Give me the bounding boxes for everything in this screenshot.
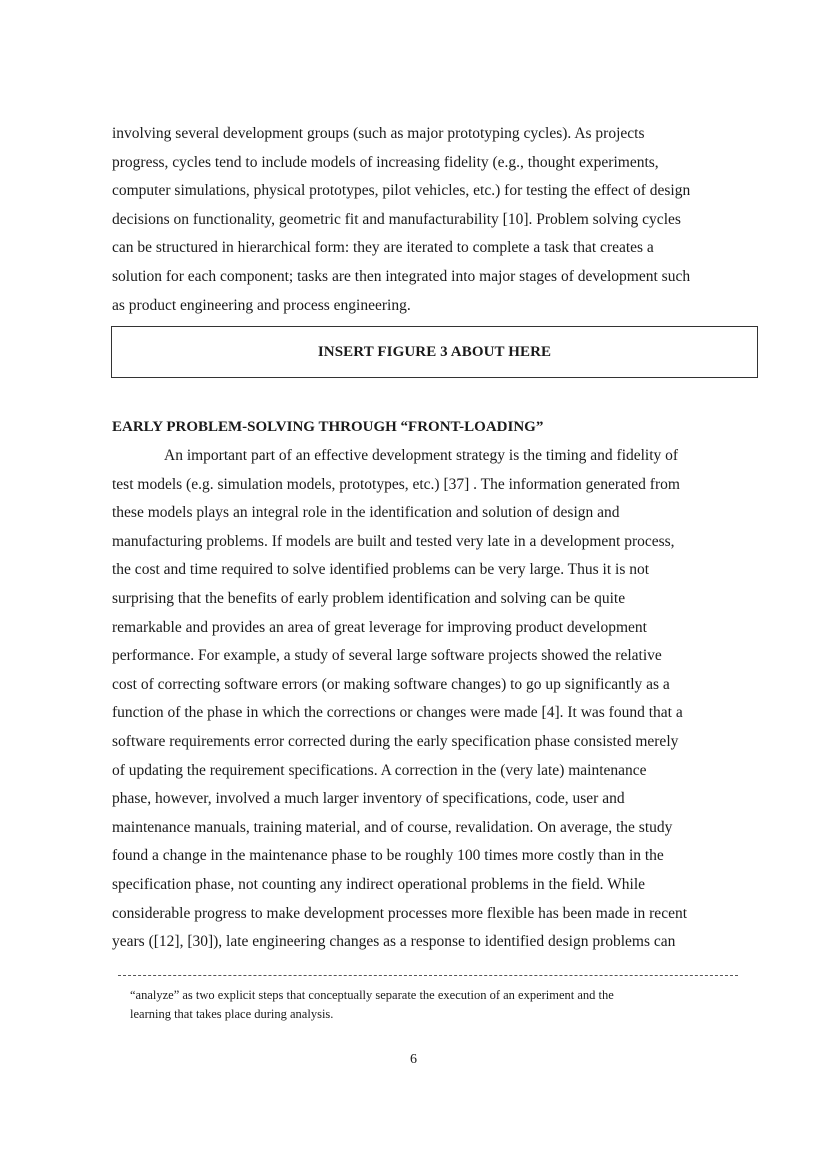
- footnote-line: learning that takes place during analysis.: [130, 1007, 334, 1021]
- footnote-line: “analyze” as two explicit steps that conceptually separate the execution of an experiment and the: [130, 988, 614, 1002]
- text-line: found a change in the maintenance phase to be roughly 100 times more costly than in the: [112, 847, 664, 865]
- text-line: maintenance manuals, training material, and of course, revalidation. On average, the study: [112, 818, 673, 836]
- text-line: manufacturing problems. If models are built and tested very late in a development process,: [112, 532, 675, 550]
- text-line: surprising that the benefits of early problem identification and solving can be quite: [112, 589, 626, 607]
- text-line: An important part of an effective development strategy is the timing and fidelity of: [164, 447, 679, 464]
- text-line: as product engineering and process engineering.: [112, 296, 411, 314]
- text-line: the cost and time required to solve identified problems can be very large. Thus it is not: [112, 561, 650, 579]
- text-line: progress, cycles tend to include models of increasing fidelity (e.g., thought experiments,: [112, 153, 659, 171]
- text-line: years ([12], [30]), late engineering changes as a response to identified design problems can: [112, 933, 676, 951]
- text-line: decisions on functionality, geometric fit and manufacturability [10]. Problem solving cycles: [112, 210, 681, 228]
- text-line: test models (e.g. simulation models, prototypes, etc.) [37] . The information generated from: [112, 475, 680, 493]
- text-line: remarkable and provides an area of great leverage for improving product development: [112, 618, 647, 636]
- text-line: solution for each component; tasks are then integrated into major stages of development such: [112, 267, 691, 285]
- text-line: phase, however, involved a much larger inventory of specifications, code, user and: [112, 790, 625, 808]
- figure-placeholder-box: [111, 326, 758, 378]
- text-line: involving several development groups (such as major prototyping cycles). As projects: [112, 125, 645, 142]
- text-line: considerable progress to make development processes more flexible has been made in recent: [112, 904, 688, 922]
- body-paragraph-1: [112, 120, 752, 320]
- text-line: function of the phase in which the corrections or changes were made [4]. It was found that a: [112, 704, 683, 722]
- footnote: [130, 986, 740, 1024]
- section-heading: EARLY PROBLEM-SOLVING THROUGH “FRONT-LOADING”: [112, 419, 544, 435]
- body-paragraph-2: [112, 442, 752, 957]
- text-line: these models plays an integral role in the identification and solution of design and: [112, 504, 620, 522]
- text-line: can be structured in hierarchical form: they are iterated to complete a task that creates a: [112, 239, 654, 257]
- footnote-divider: [118, 975, 738, 976]
- text-line: performance. For example, a study of several large software projects showed the relative: [112, 647, 662, 665]
- text-line: specification phase, not counting any indirect operational problems in the field. While: [112, 875, 646, 893]
- text-line: of updating the requirement specifications. A correction in the (very late) maintenance: [112, 761, 647, 779]
- text-line: software requirements error corrected during the early specification phase consisted merely: [112, 732, 679, 750]
- text-line: cost of correcting software errors (or making software changes) to go up significantly as a: [112, 675, 670, 693]
- page-number: 6: [410, 1052, 417, 1067]
- text-line: computer simulations, physical prototypes, pilot vehicles, etc.) for testing the effect of design: [112, 182, 691, 200]
- figure-placeholder-text: INSERT FIGURE 3 ABOUT HERE: [317, 343, 552, 360]
